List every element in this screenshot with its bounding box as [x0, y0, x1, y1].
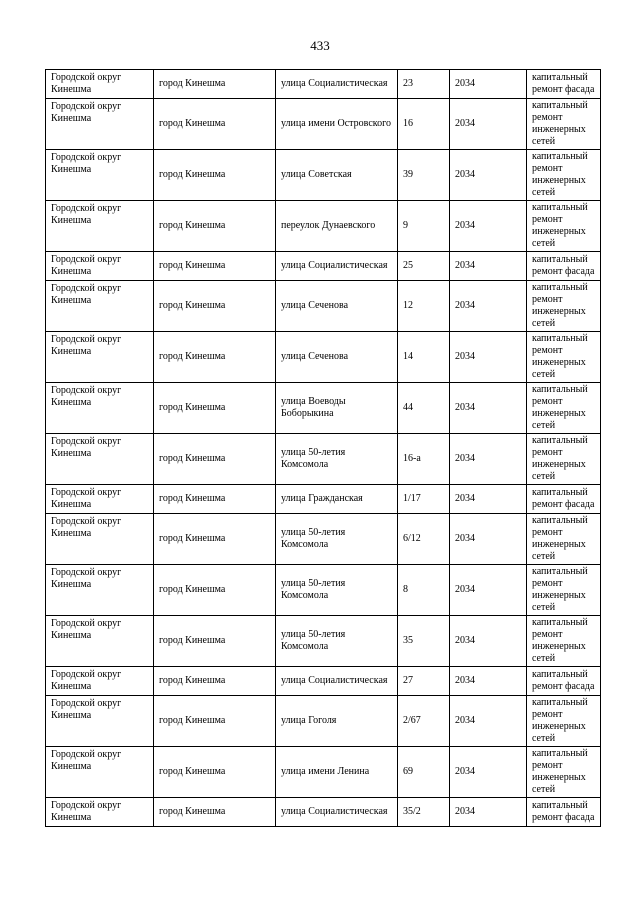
- settlement-cell: город Кинешма: [154, 70, 276, 99]
- street-cell: улица Сеченова: [276, 281, 398, 332]
- settlement-cell: город Кинешма: [154, 696, 276, 747]
- year-cell: 2034: [450, 485, 527, 514]
- year-cell: 2034: [450, 99, 527, 150]
- table-row: [46, 70, 601, 99]
- settlement-cell: город Кинешма: [154, 514, 276, 565]
- work-type-cell: капитальный ремонт инженерных сетей: [527, 565, 601, 616]
- municipality-cell: Городской округ Кинешма: [46, 150, 154, 201]
- work-type-cell: капитальный ремонт инженерных сетей: [527, 150, 601, 201]
- year-cell: 2034: [450, 70, 527, 99]
- house-cell: 39: [398, 150, 450, 201]
- municipality-cell: Городской округ Кинешма: [46, 70, 154, 99]
- year-cell: 2034: [450, 332, 527, 383]
- house-cell: 2/67: [398, 696, 450, 747]
- year-cell: 2034: [450, 281, 527, 332]
- municipality-cell: Городской округ Кинешма: [46, 332, 154, 383]
- work-type-cell: капитальный ремонт инженерных сетей: [527, 281, 601, 332]
- municipality-cell: Городской округ Кинешма: [46, 281, 154, 332]
- table-row: [46, 281, 601, 332]
- year-cell: 2034: [450, 201, 527, 252]
- house-cell: 1/17: [398, 485, 450, 514]
- street-cell: улица Гоголя: [276, 696, 398, 747]
- municipality-cell: Городской округ Кинешма: [46, 383, 154, 434]
- year-cell: 2034: [450, 150, 527, 201]
- street-cell: улица 50-летия Комсомола: [276, 616, 398, 667]
- municipality-cell: Городской округ Кинешма: [46, 696, 154, 747]
- table-row: [46, 565, 601, 616]
- municipality-cell: Городской округ Кинешма: [46, 201, 154, 252]
- house-cell: 27: [398, 667, 450, 696]
- street-cell: улица 50-летия Комсомола: [276, 514, 398, 565]
- municipality-cell: Городской округ Кинешма: [46, 485, 154, 514]
- table-row: [46, 616, 601, 667]
- house-cell: 14: [398, 332, 450, 383]
- street-cell: улица Социалистическая: [276, 252, 398, 281]
- work-type-cell: капитальный ремонт инженерных сетей: [527, 332, 601, 383]
- repair-schedule-table: [45, 69, 601, 827]
- house-cell: 12: [398, 281, 450, 332]
- street-cell: улица Воеводы Боборыкина: [276, 383, 398, 434]
- work-type-cell: капитальный ремонт фасада: [527, 798, 601, 827]
- year-cell: 2034: [450, 252, 527, 281]
- year-cell: 2034: [450, 616, 527, 667]
- house-cell: 16-а: [398, 434, 450, 485]
- table-row: [46, 747, 601, 798]
- street-cell: улица 50-летия Комсомола: [276, 565, 398, 616]
- municipality-cell: Городской округ Кинешма: [46, 667, 154, 696]
- table-row: [46, 434, 601, 485]
- settlement-cell: город Кинешма: [154, 383, 276, 434]
- street-cell: улица имени Ленина: [276, 747, 398, 798]
- work-type-cell: капитальный ремонт инженерных сетей: [527, 696, 601, 747]
- settlement-cell: город Кинешма: [154, 434, 276, 485]
- house-cell: 35/2: [398, 798, 450, 827]
- work-type-cell: капитальный ремонт фасада: [527, 252, 601, 281]
- street-cell: переулок Дунаевского: [276, 201, 398, 252]
- house-cell: 16: [398, 99, 450, 150]
- house-cell: 44: [398, 383, 450, 434]
- house-cell: 8: [398, 565, 450, 616]
- table-row: [46, 667, 601, 696]
- year-cell: 2034: [450, 696, 527, 747]
- municipality-cell: Городской округ Кинешма: [46, 616, 154, 667]
- work-type-cell: капитальный ремонт инженерных сетей: [527, 383, 601, 434]
- street-cell: улица Советская: [276, 150, 398, 201]
- table-row: [46, 696, 601, 747]
- work-type-cell: капитальный ремонт инженерных сетей: [527, 201, 601, 252]
- street-cell: улица 50-летия Комсомола: [276, 434, 398, 485]
- house-cell: 69: [398, 747, 450, 798]
- work-type-cell: капитальный ремонт инженерных сетей: [527, 514, 601, 565]
- work-type-cell: капитальный ремонт инженерных сетей: [527, 434, 601, 485]
- work-type-cell: капитальный ремонт фасада: [527, 667, 601, 696]
- table-row: [46, 798, 601, 827]
- settlement-cell: город Кинешма: [154, 281, 276, 332]
- table-row: [46, 383, 601, 434]
- settlement-cell: город Кинешма: [154, 747, 276, 798]
- table-row: [46, 99, 601, 150]
- work-type-cell: капитальный ремонт инженерных сетей: [527, 747, 601, 798]
- house-cell: 23: [398, 70, 450, 99]
- settlement-cell: город Кинешма: [154, 252, 276, 281]
- settlement-cell: город Кинешма: [154, 332, 276, 383]
- table-row: [46, 485, 601, 514]
- street-cell: улица Социалистическая: [276, 667, 398, 696]
- municipality-cell: Городской округ Кинешма: [46, 798, 154, 827]
- municipality-cell: Городской округ Кинешма: [46, 252, 154, 281]
- page-number: 433: [310, 38, 330, 53]
- municipality-cell: Городской округ Кинешма: [46, 747, 154, 798]
- year-cell: 2034: [450, 383, 527, 434]
- year-cell: 2034: [450, 747, 527, 798]
- table-row: [46, 252, 601, 281]
- street-cell: улица имени Островского: [276, 99, 398, 150]
- year-cell: 2034: [450, 434, 527, 485]
- settlement-cell: город Кинешма: [154, 99, 276, 150]
- settlement-cell: город Кинешма: [154, 485, 276, 514]
- house-cell: 25: [398, 252, 450, 281]
- year-cell: 2034: [450, 798, 527, 827]
- settlement-cell: город Кинешма: [154, 150, 276, 201]
- work-type-cell: капитальный ремонт фасада: [527, 485, 601, 514]
- house-cell: 9: [398, 201, 450, 252]
- work-type-cell: капитальный ремонт инженерных сетей: [527, 99, 601, 150]
- settlement-cell: город Кинешма: [154, 201, 276, 252]
- year-cell: 2034: [450, 514, 527, 565]
- street-cell: улица Социалистическая: [276, 70, 398, 99]
- year-cell: 2034: [450, 667, 527, 696]
- house-cell: 6/12: [398, 514, 450, 565]
- table-body: [46, 70, 601, 827]
- street-cell: улица Гражданская: [276, 485, 398, 514]
- municipality-cell: Городской округ Кинешма: [46, 565, 154, 616]
- municipality-cell: Городской округ Кинешма: [46, 99, 154, 150]
- table-row: [46, 514, 601, 565]
- year-cell: 2034: [450, 565, 527, 616]
- table-row: [46, 150, 601, 201]
- settlement-cell: город Кинешма: [154, 616, 276, 667]
- house-cell: 35: [398, 616, 450, 667]
- settlement-cell: город Кинешма: [154, 667, 276, 696]
- municipality-cell: Городской округ Кинешма: [46, 514, 154, 565]
- street-cell: улица Сеченова: [276, 332, 398, 383]
- table-row: [46, 332, 601, 383]
- municipality-cell: Городской округ Кинешма: [46, 434, 154, 485]
- work-type-cell: капитальный ремонт инженерных сетей: [527, 616, 601, 667]
- work-type-cell: капитальный ремонт фасада: [527, 70, 601, 99]
- settlement-cell: город Кинешма: [154, 798, 276, 827]
- street-cell: улица Социалистическая: [276, 798, 398, 827]
- settlement-cell: город Кинешма: [154, 565, 276, 616]
- table-row: [46, 201, 601, 252]
